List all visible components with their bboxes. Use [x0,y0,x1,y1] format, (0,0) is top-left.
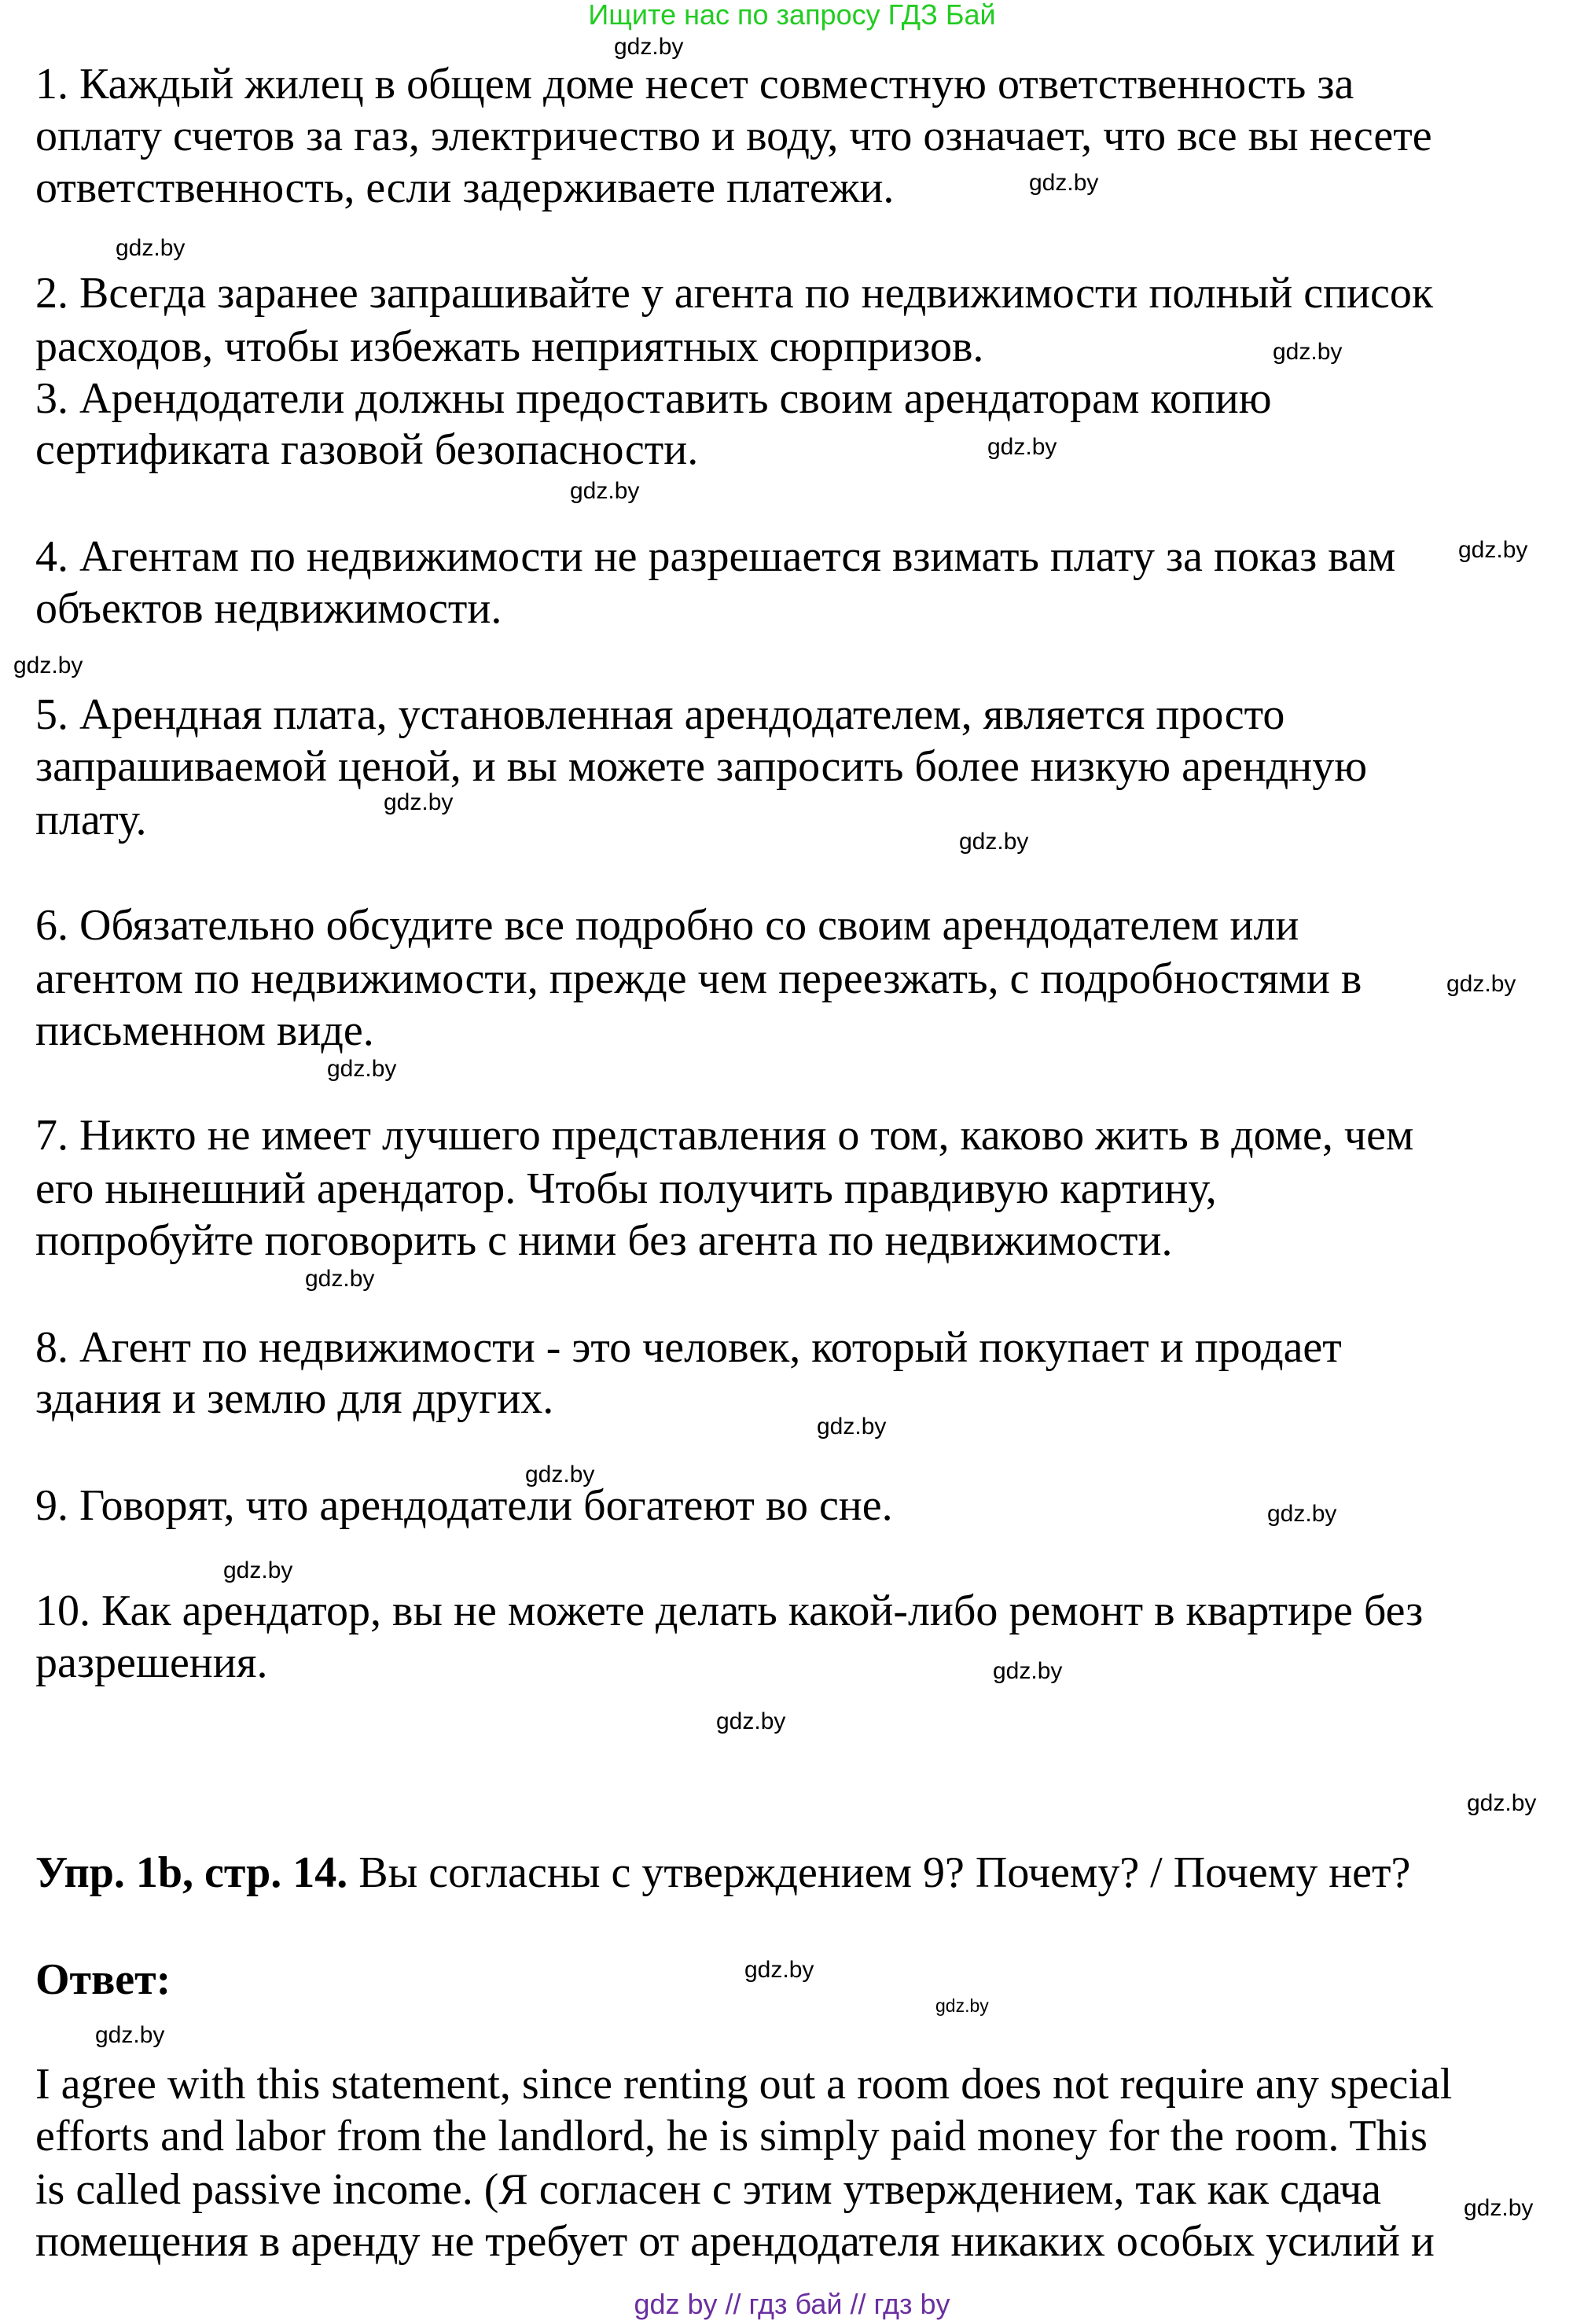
statement-3-line-2: сертификата газовой безопасности. [35,425,699,474]
statement-4-line-2: объектов недвижимости. [35,584,502,633]
statement-7-line-2: его нынешний арендатор. Чтобы получить правдивую картину, [35,1164,1217,1213]
statement-5-line-2: запрашиваемой ценой, и вы можете запросить более низкую арендную [35,742,1368,791]
statement-7-line-1: 7. Никто не имеет лучшего представления о том, каково жить в доме, чем [35,1111,1414,1160]
watermark: gdz.by [525,1462,595,1487]
watermark: gdz.by [13,653,83,678]
watermark: gdz.by [1267,1501,1337,1527]
statement-8-line-1: 8. Агент по недвижимости - это человек, который покупает и продает [35,1323,1342,1372]
statement-1-line-1: 1. Каждый жилец в общем доме несет совместную ответственность за [35,60,1354,108]
answer-line-3: is called passive income. (Я согласен с этим утверждением, так как сдача [35,2165,1381,2214]
watermark: gdz.by [223,1557,293,1583]
statement-6-line-2: агентом по недвижимости, прежде чем переезжать, с подробностями в [35,954,1362,1003]
statement-4-line-1: 4. Агентам по недвижимости не разрешается взимать плату за показ вам [35,532,1396,581]
watermark: gdz.by [817,1414,887,1440]
watermark: gdz.by [327,1056,397,1082]
statement-5-line-1: 5. Арендная плата, установленная арендодателем, является просто [35,690,1285,739]
answer-line-4: помещения в аренду не требует от арендодателя никаких особых усилий и [35,2217,1435,2266]
watermark: gdz.by [987,434,1057,460]
answer-label [35,1954,171,2006]
watermark: gdz.by [570,478,640,504]
exercise-label: Упр. 1b, стр. 14. [35,1848,348,1897]
statement-1-line-3: ответственность, если задерживаете платежи. [35,164,895,212]
exercise-question: Вы согласны с утверждением 9? Почему? / Почему нет? [347,1848,1411,1897]
watermark: gdz.by [1446,971,1516,997]
watermark: gdz.by [116,235,186,261]
statement-6-line-1: 6. Обязательно обсудите все подробно со своим арендодателем или [35,901,1299,950]
watermark: gdz.by [1464,2195,1534,2221]
footer-links[interactable]: gdz by // гдз бай // гдз by [634,2288,950,2320]
watermark: gdz.by [935,1995,989,2016]
watermark: gdz.by [959,829,1029,855]
statement-2-line-1: 2. Всегда заранее запрашивайте у агента по недвижимости полный список [35,269,1434,318]
watermark: gdz.by [614,34,684,60]
watermark: gdz.by [95,2022,165,2048]
statement-8-line-2: здания и землю для других. [35,1374,554,1423]
watermark: gdz.by [384,789,454,815]
statement-9-line-1: 9. Говорят, что арендодатели богатеют во сне. [35,1481,893,1530]
search-hint-header[interactable]: Ищите нас по запросу ГДЗ Бай [588,0,996,31]
watermark: gdz.by [993,1658,1063,1684]
statement-5-line-3: плату. [35,796,147,844]
watermark: gdz.by [1273,339,1343,365]
watermark: gdz.by [1467,1790,1537,1816]
watermark: gdz.by [744,1957,814,1983]
watermark: gdz.by [1029,170,1099,196]
statement-7-line-3: попробуйте поговорить с ними без агента по недвижимости. [35,1216,1173,1265]
statement-1-line-2: оплату счетов за газ, электричество и воду, что означает, что все вы несете [35,112,1432,160]
watermark: gdz.by [1458,537,1528,563]
statement-6-line-3: письменном виде. [35,1006,374,1055]
statement-3-line-1: 3. Арендодатели должны предоставить своим арендаторам копию [35,374,1272,423]
statement-10-line-1: 10. Как арендатор, вы не можете делать какой-либо ремонт в квартире без [35,1587,1424,1635]
answer-label-text: Ответ: [35,1955,171,2004]
statement-10-line-2: разрешения. [35,1638,268,1687]
watermark: gdz.by [305,1266,375,1292]
answer-line-1: I agree with this statement, since renting out a room does not require any special [35,2060,1453,2109]
answer-line-2: efforts and labor from the landlord, he is simply paid money for the room. This [35,2112,1428,2160]
watermark: gdz.by [716,1708,786,1734]
statement-2-line-2: расходов, чтобы избежать неприятных сюрпризов. [35,322,984,371]
exercise-heading [35,1847,1410,1899]
